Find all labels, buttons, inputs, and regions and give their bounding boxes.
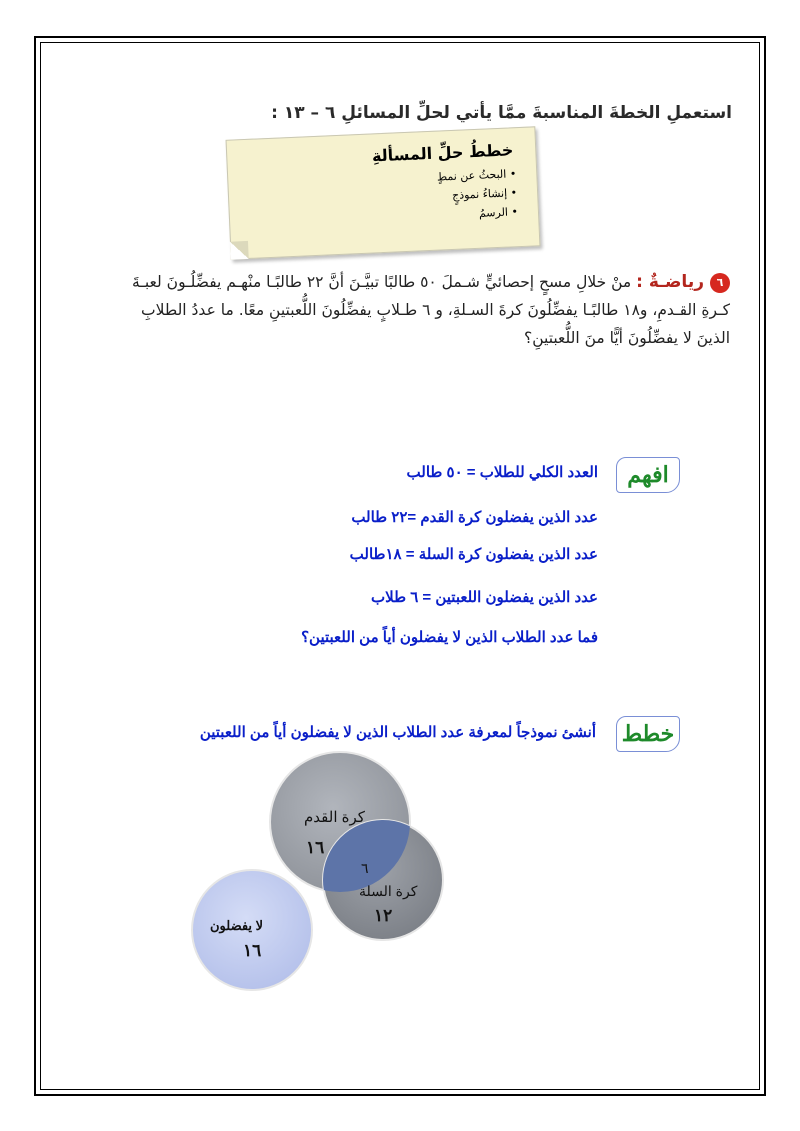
strategy-item: • الرسمُ <box>438 202 518 224</box>
understand-line: عدد الذين يفضلون كرة السلة = ١٨طالب <box>349 546 598 563</box>
problem-number: ٦ <box>710 273 730 293</box>
basketball-label: كرة السلة <box>359 883 418 899</box>
football-label: كرة القدم <box>304 809 365 826</box>
instruction-text: استعملِ الخطةَ المناسبةَ ممَّا يأتي لحلِّ المسائلِ ٦ – ١٣ : <box>271 103 732 123</box>
problem-topic: رياضـةٌ : <box>636 272 704 292</box>
understand-line: عدد الذين يفضلون كرة القدم =٢٢ طالب <box>351 509 598 526</box>
strategy-note-title: خططُ حلِّ المسألةِ <box>371 140 514 166</box>
neither-value: ١٦ <box>243 941 262 960</box>
basketball-value: ١٢ <box>374 906 393 925</box>
understand-line: العدد الكلي للطلاب = ٥٠ طالب <box>406 464 598 481</box>
neither-label: لا يفضلون <box>210 918 264 933</box>
strategy-item: • البحثُ عن نمطٍ <box>437 164 517 186</box>
plan-text: أنشئ نموذجاً لمعرفة عدد الطلاب الذين لا يفضلون أياً من اللعبتين <box>199 724 596 741</box>
plan-badge: خطط <box>616 716 680 752</box>
football-value: ١٦ <box>306 838 325 857</box>
understand-line: عدد الذين يفضلون اللعبتين = ٦ طلاب <box>371 589 598 606</box>
problem-text: منْ خلالِ مسحٍ إحصائيٍّ شـملَ ٥٠ طالبًا تبيَّـنَ أنَّ ٢٢ طالبًـا منْهـم يفضِّلُـونَ لعبـةَ كـرةِ القـدمِ، و١٨ طالبًـا يفضِّلُونَ كرةَ السـلةِ، و ٦ طـلابٍ يفضِّلُونَ اللُّعبتينِ معًا. ما عددُ الطلابِ الذينَ لا يفضِّلُونَ أيًّا منَ اللُّعبتينِ؟ <box>132 273 730 347</box>
strategy-item: • إنشاءُ نموذجٍ <box>437 183 517 205</box>
understand-badge: افهم <box>616 457 680 493</box>
understand-line: فما عدد الطلاب الذين لا يفضلون أياً من اللعبتين؟ <box>301 629 598 646</box>
overlap-value: ٦ <box>361 860 369 876</box>
